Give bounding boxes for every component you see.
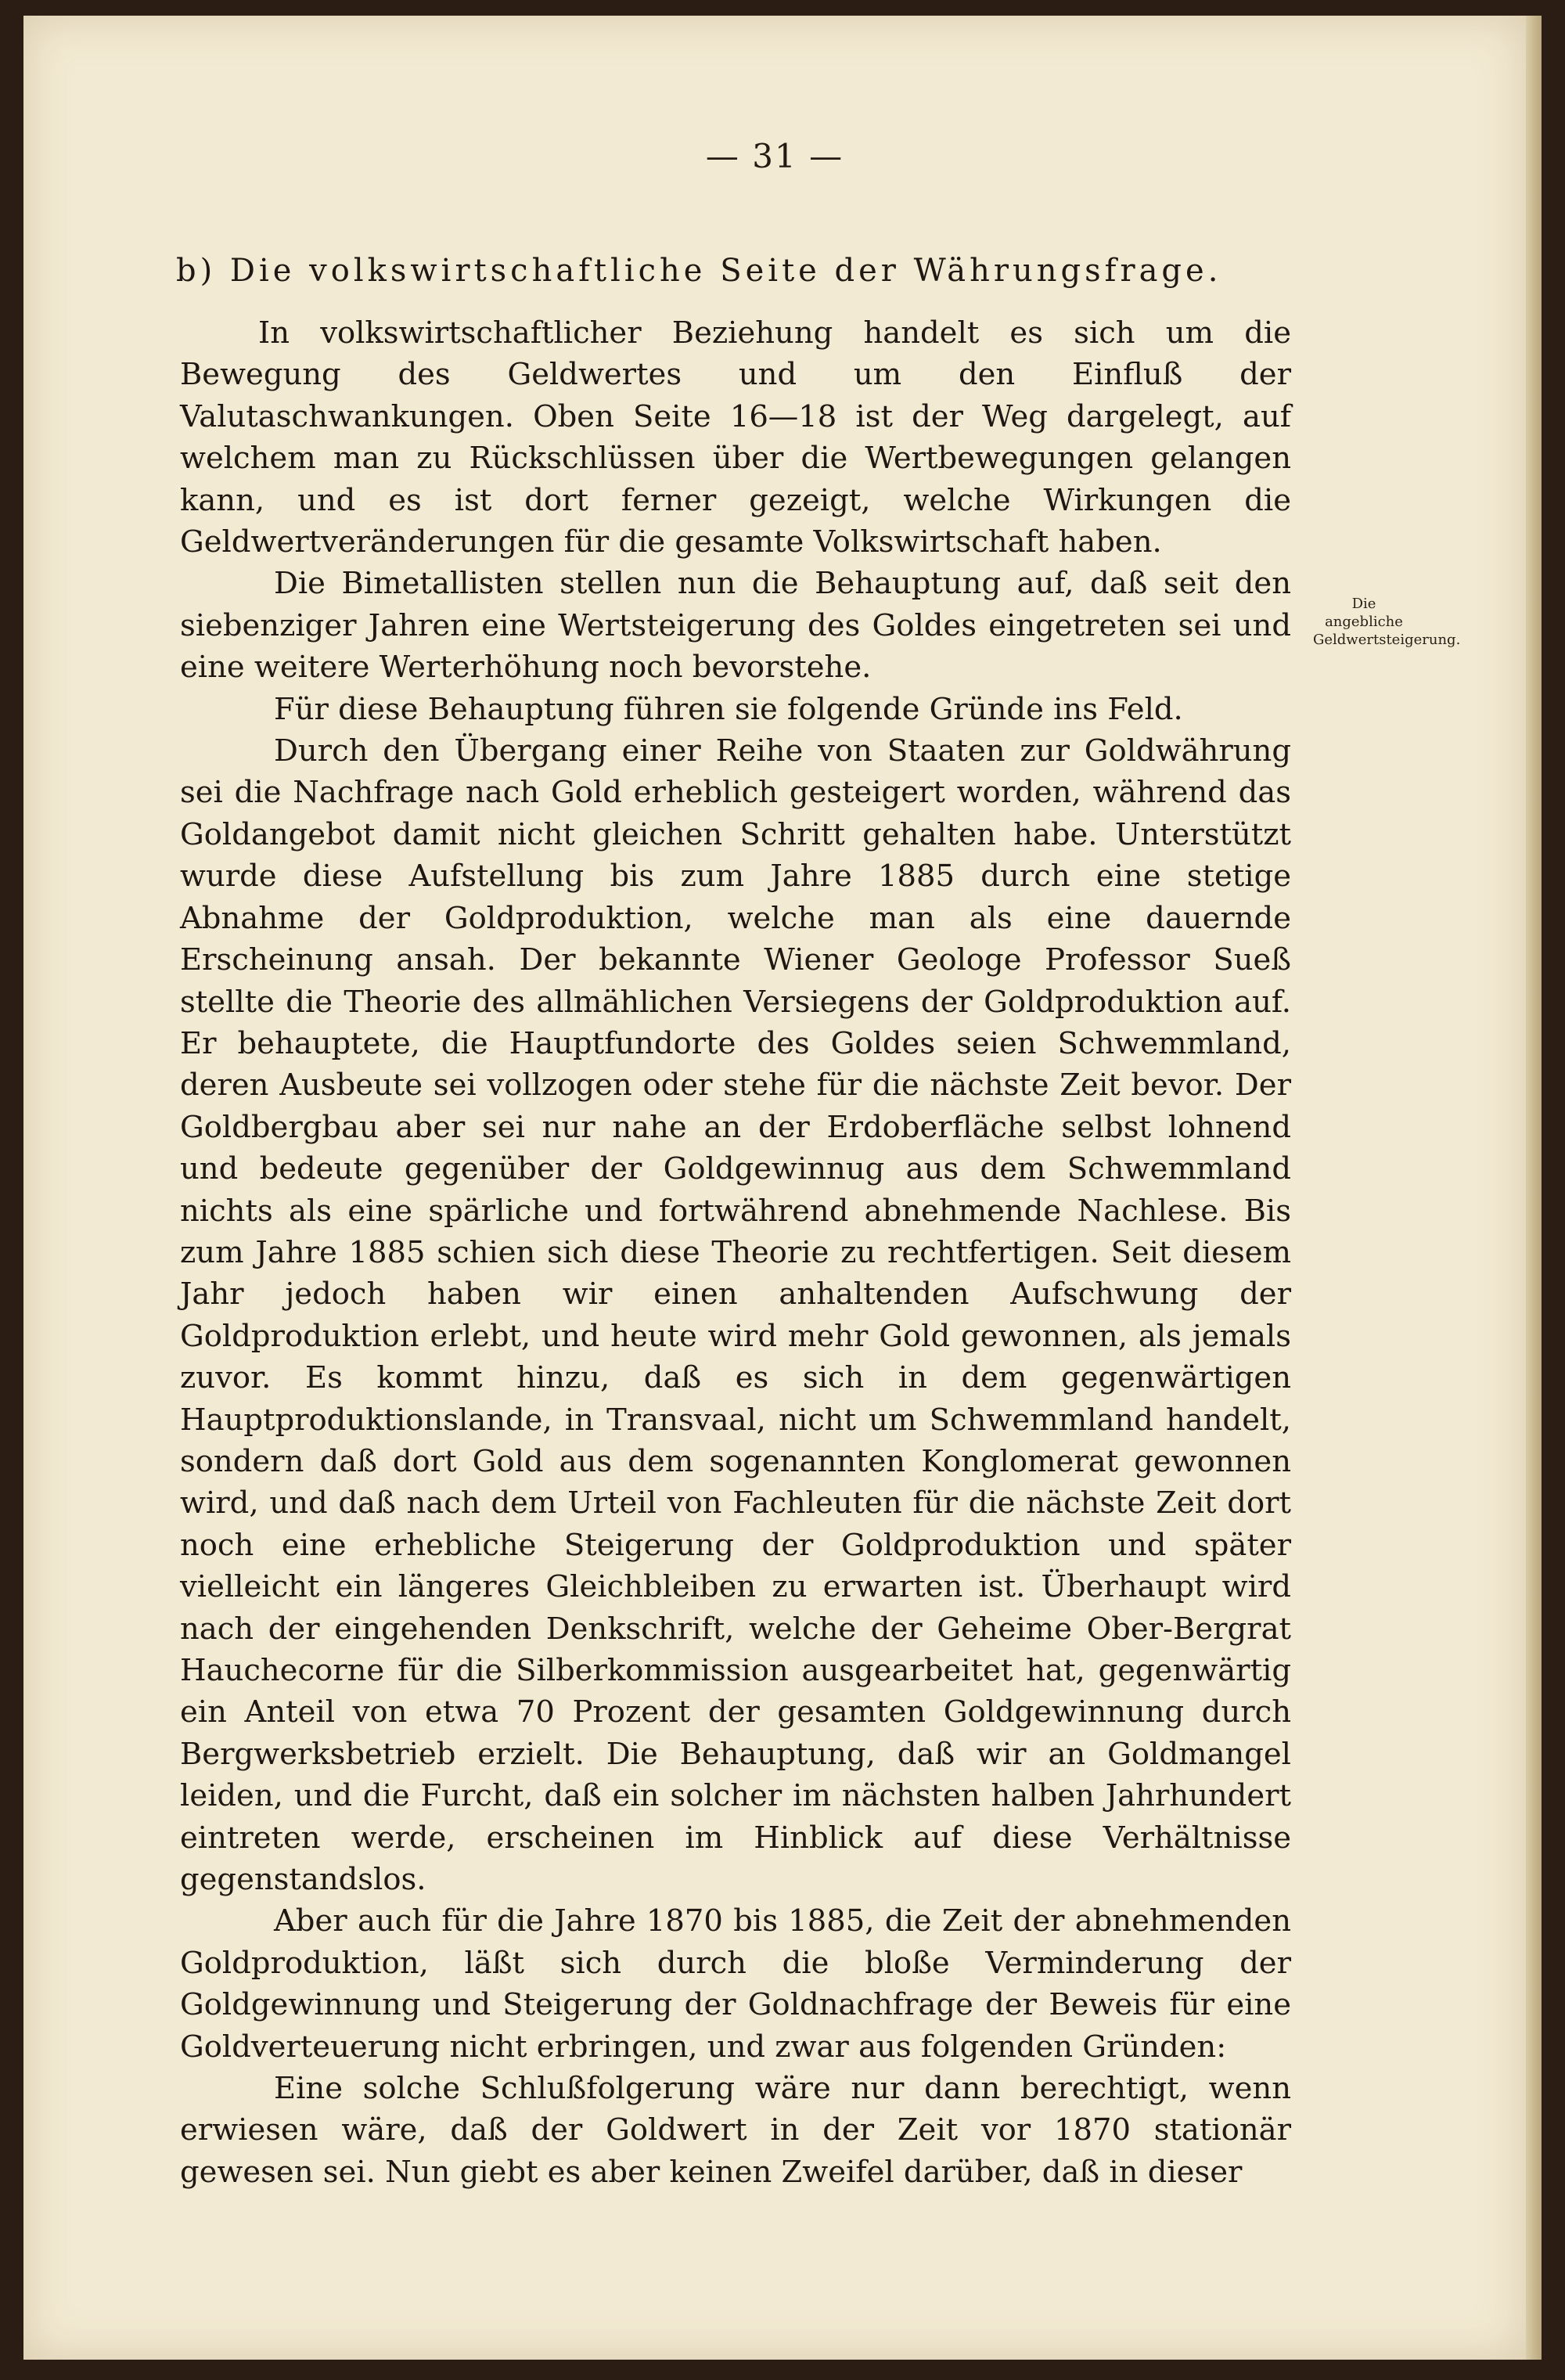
paragraph-3: Für diese Behauptung führen sie folgende Gründe ins Feld.: [274, 691, 1183, 727]
section-heading: b) Die volkswirtschaftliche Seite der Währungsfrage.: [176, 253, 1222, 289]
paragraph-6: Eine solche Schlußfolgerung wäre nur dann berechtigt, wenn erwiesen wäre, daß der Goldwert in der Zeit vor 1870 stationär gewesen sei. Nun giebt es aber keinen Zweifel darüber, daß in dieser: [180, 2071, 1291, 2190]
paragraph-1: In volkswirtschaftlicher Beziehung handelt es sich um die Bewegung des Geldwertes und um den Einfluß der Valutaschwankungen. Oben Seite 16—18 ist der Weg dargelegt, auf welchem man zu Rückschlüssen über die Wertbewegungen gelangen kann, und es ist dort ferner gezeigt, welche Wirkungen die Geldwertveränderungen für die gesamte Volkswirtschaft haben.: [180, 315, 1291, 560]
paragraph-2: Die Bimetallisten stellen nun die Behauptung auf, daß seit den siebenziger Jahren eine Wertsteigerung des Goldes eingetreten sei und eine weitere Werterhöhung noch bevorstehe.: [180, 566, 1291, 686]
page-edge: [1526, 16, 1542, 2360]
body-text: [176, 250, 1291, 2193]
paragraph-5: Aber auch für die Jahre 1870 bis 1885, die Zeit der abnehmenden Goldproduktion, läßt sich durch die bloße Verminderung der Goldgewinnung und Steigerung der Goldnachfrage der Beweis für eine Goldverteuerung nicht erbringen, und zwar aus folgenden Gründen:: [180, 1903, 1291, 2065]
paragraph-4: Durch den Übergang einer Reihe von Staaten zur Goldwährung sei die Nachfrage nach Gold erheblich gesteigert worden, während das Goldangebot damit nicht gleichen Schritt gehalten habe. Unterstützt wurde diese Aufstellung bis zum Jahre 1885 durch eine stetige Abnahme der Goldproduktion, welche man als eine dauernde Erscheinung ansah. Der bekannte Wiener Geologe Professor Sueß stellte die Theorie des allmählichen Versiegens der Goldproduktion auf. Er behauptete, die Hauptfundorte des Goldes seien Schwemmland, deren Ausbeute sei vollzogen oder stehe für die nächste Zeit bevor. Der Goldbergbau aber sei nur nahe an der Erdoberfläche selbst lohnend und bedeute gegenüber der Goldgewinnug aus dem Schwemmland nichts als eine spärliche und fortwährend abnehmende Nachlese. Bis zum Jahre 1885 schien sich diese Theorie zu rechtfertigen. Seit diesem Jahr jedoch haben wir einen anhaltenden Aufschwung der Goldproduktion erlebt, und heute wird mehr Gold gewonnen, als jemals zuvor. Es kommt hinzu, daß es sich in dem gegenwärtigen Hauptproduktionslande, in Transvaal, nicht um Schwemmland handelt, sondern daß dort Gold aus dem sogenannten Konglomerat gewonnen wird, und daß nach dem Urteil von Fachleuten für die nächste Zeit dort noch eine erhebliche Steigerung der Goldproduktion und später vielleicht ein längeres Gleichbleiben zu erwarten ist. Überhaupt wird nach der eingehenden Denkschrift, welche der Geheime Ober-Bergrat Hauchecorne für die Silberkommission ausgearbeitet hat, gegenwärtig ein Anteil von etwa 70 Prozent der gesamten Goldgewinnung durch Bergwerksbetrieb erzielt. Die Behauptung, daß wir an Goldmangel leiden, und die Furcht, daß ein solcher im nächsten halben Jahrhundert eintreten werde, erscheinen im Hinblick auf diese Verhältnisse gegenstandslos.: [180, 733, 1291, 1898]
page-number: — 31 —: [705, 137, 844, 175]
book-page: [23, 16, 1526, 2360]
marginal-note: Die angebliche Geldwertsteigerung.: [1313, 596, 1461, 648]
